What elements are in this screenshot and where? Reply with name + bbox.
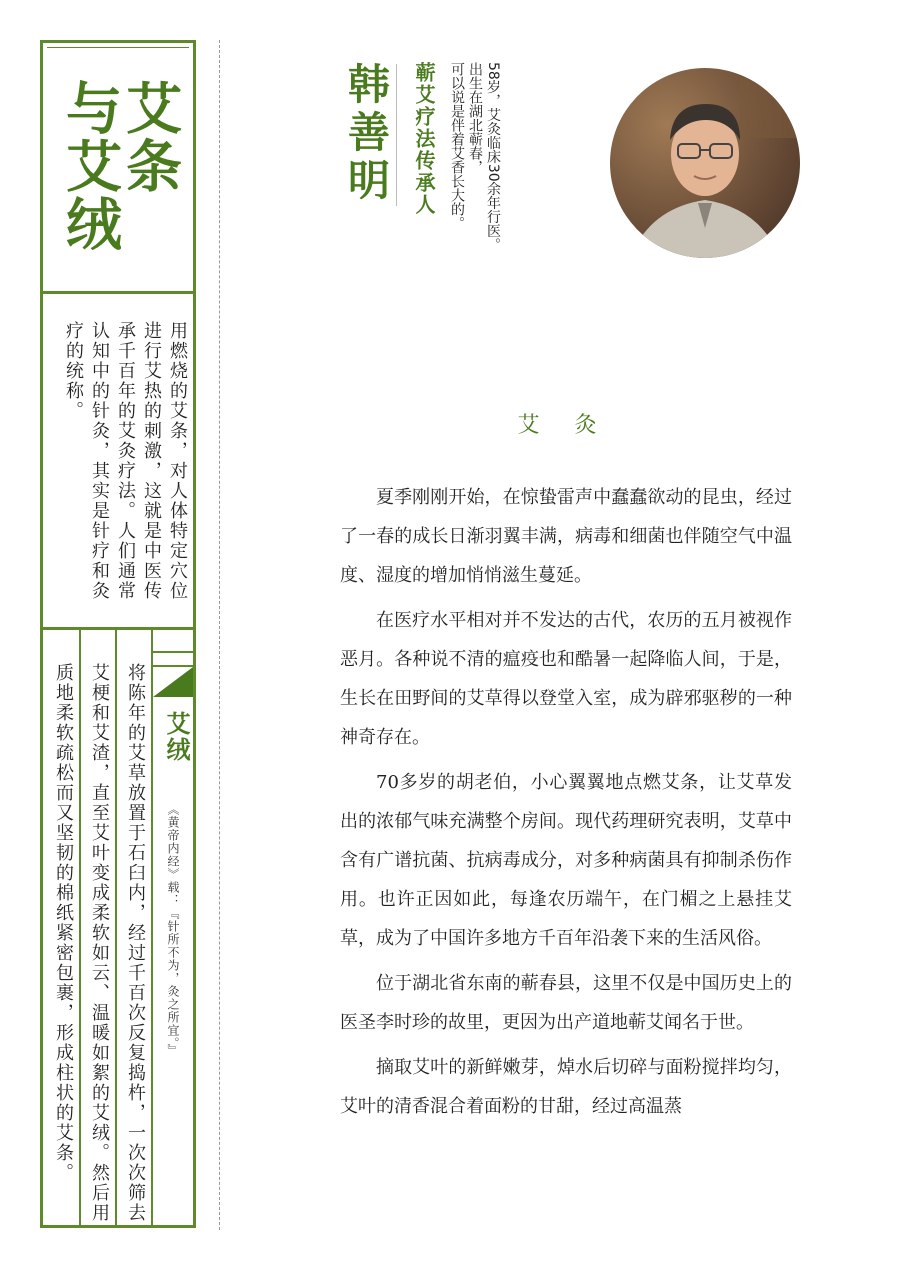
lower-col-2: 艾梗和艾渣，直至艾叶变成柔软如云、温暖如絮的艾绒。然后用 — [89, 663, 110, 1223]
sidebar-title-left: 与艾绒 — [57, 79, 122, 253]
article-body — [340, 478, 792, 1132]
article-title: 艾 灸 — [517, 413, 611, 438]
bio-line-1: 58岁，艾灸临床30余年行医。 — [485, 62, 501, 252]
paragraph: 在医疗水平相对并不发达的古代，农历的五月被视作恶月。各种说不清的瘟疫也和酷暑一起降临人间，于是，生长在田野间的艾草得以登堂入室，成为辟邪驱秽的一种神奇存在。 — [340, 610, 792, 748]
paragraph: 70多岁的胡老伯，小心翼翼地点燃艾条，让艾草发出的浓郁气味充满整个房间。现代药理研究表明，艾草中含有广谱抗菌、抗病毒成分，对多种病菌具有抑制杀伤作用。也许正因如此，每逢农历端午，在门楣之上悬挂艾草，成为了中国许多地方千百年沿袭下来的生活风俗。 — [340, 772, 792, 949]
intro-col-2: 进行艾热的刺激，这就是中医传 — [141, 321, 162, 601]
intro-col-1: 用燃烧的艾条，对人体特定穴位 — [167, 321, 188, 601]
lower-col-3: 质地柔软疏松而又坚韧的棉纸紧密包裹，形成柱状的艾条。 — [53, 663, 74, 1183]
sidebar-title-right: 艾条 — [117, 79, 182, 195]
paragraph: 摘取艾叶的新鲜嫩芽，焯水后切碎与面粉搅拌均匀，艾叶的清香混合着面粉的甘甜，经过高温蒸 — [340, 1057, 792, 1117]
bio-line-2: 出生在湖北蕲春， — [467, 62, 483, 174]
intro-col-5: 疗的统称。 — [63, 321, 84, 421]
paragraph: 位于湖北省东南的蕲春县，这里不仅是中国历史上的医圣李时珍的故里，更因为出产道地蕲艾闻名于世。 — [340, 973, 792, 1033]
person-role: 蕲艾疗法传承人 — [412, 62, 436, 216]
sidebar-panel — [40, 40, 196, 1228]
intro-col-3: 承千百年的艾灸疗法。人们通常 — [115, 321, 136, 601]
label-wedge — [153, 667, 193, 697]
lower-col-1: 将陈年的艾草放置于石臼内，经过千百次反复捣杵，一次次筛去 — [125, 663, 146, 1223]
name-separator — [396, 64, 397, 206]
title-divider — [43, 291, 193, 294]
ai-rong-label: 艾绒 — [162, 711, 190, 763]
panel-top-rule — [47, 47, 189, 54]
portrait-photo — [610, 68, 800, 258]
neijing-quote: 《黄帝内经》载：『针所不为，灸之所宜。』 — [166, 803, 180, 1057]
person-name: 韩善明 — [342, 62, 391, 206]
intro-col-4: 认知中的针灸，其实是针疗和灸 — [89, 321, 110, 601]
person-bio — [448, 62, 502, 252]
bio-line-3: 可以说是伴着艾香长大的。 — [449, 62, 465, 230]
lower-col-rule-2 — [115, 629, 117, 1225]
page-divider — [219, 40, 220, 1230]
lower-col-rule-1 — [79, 629, 81, 1225]
paragraph: 夏季刚刚开始，在惊蛰雷声中蠢蠢欲动的昆虫，经过了一春的成长日渐羽翼丰满，病毒和细菌也伴随空气中温度、湿度的增加悄悄滋生蔓延。 — [340, 487, 792, 586]
label-rules — [153, 651, 193, 667]
lower-col-rule-3 — [151, 629, 153, 1225]
intro-divider — [43, 627, 193, 630]
